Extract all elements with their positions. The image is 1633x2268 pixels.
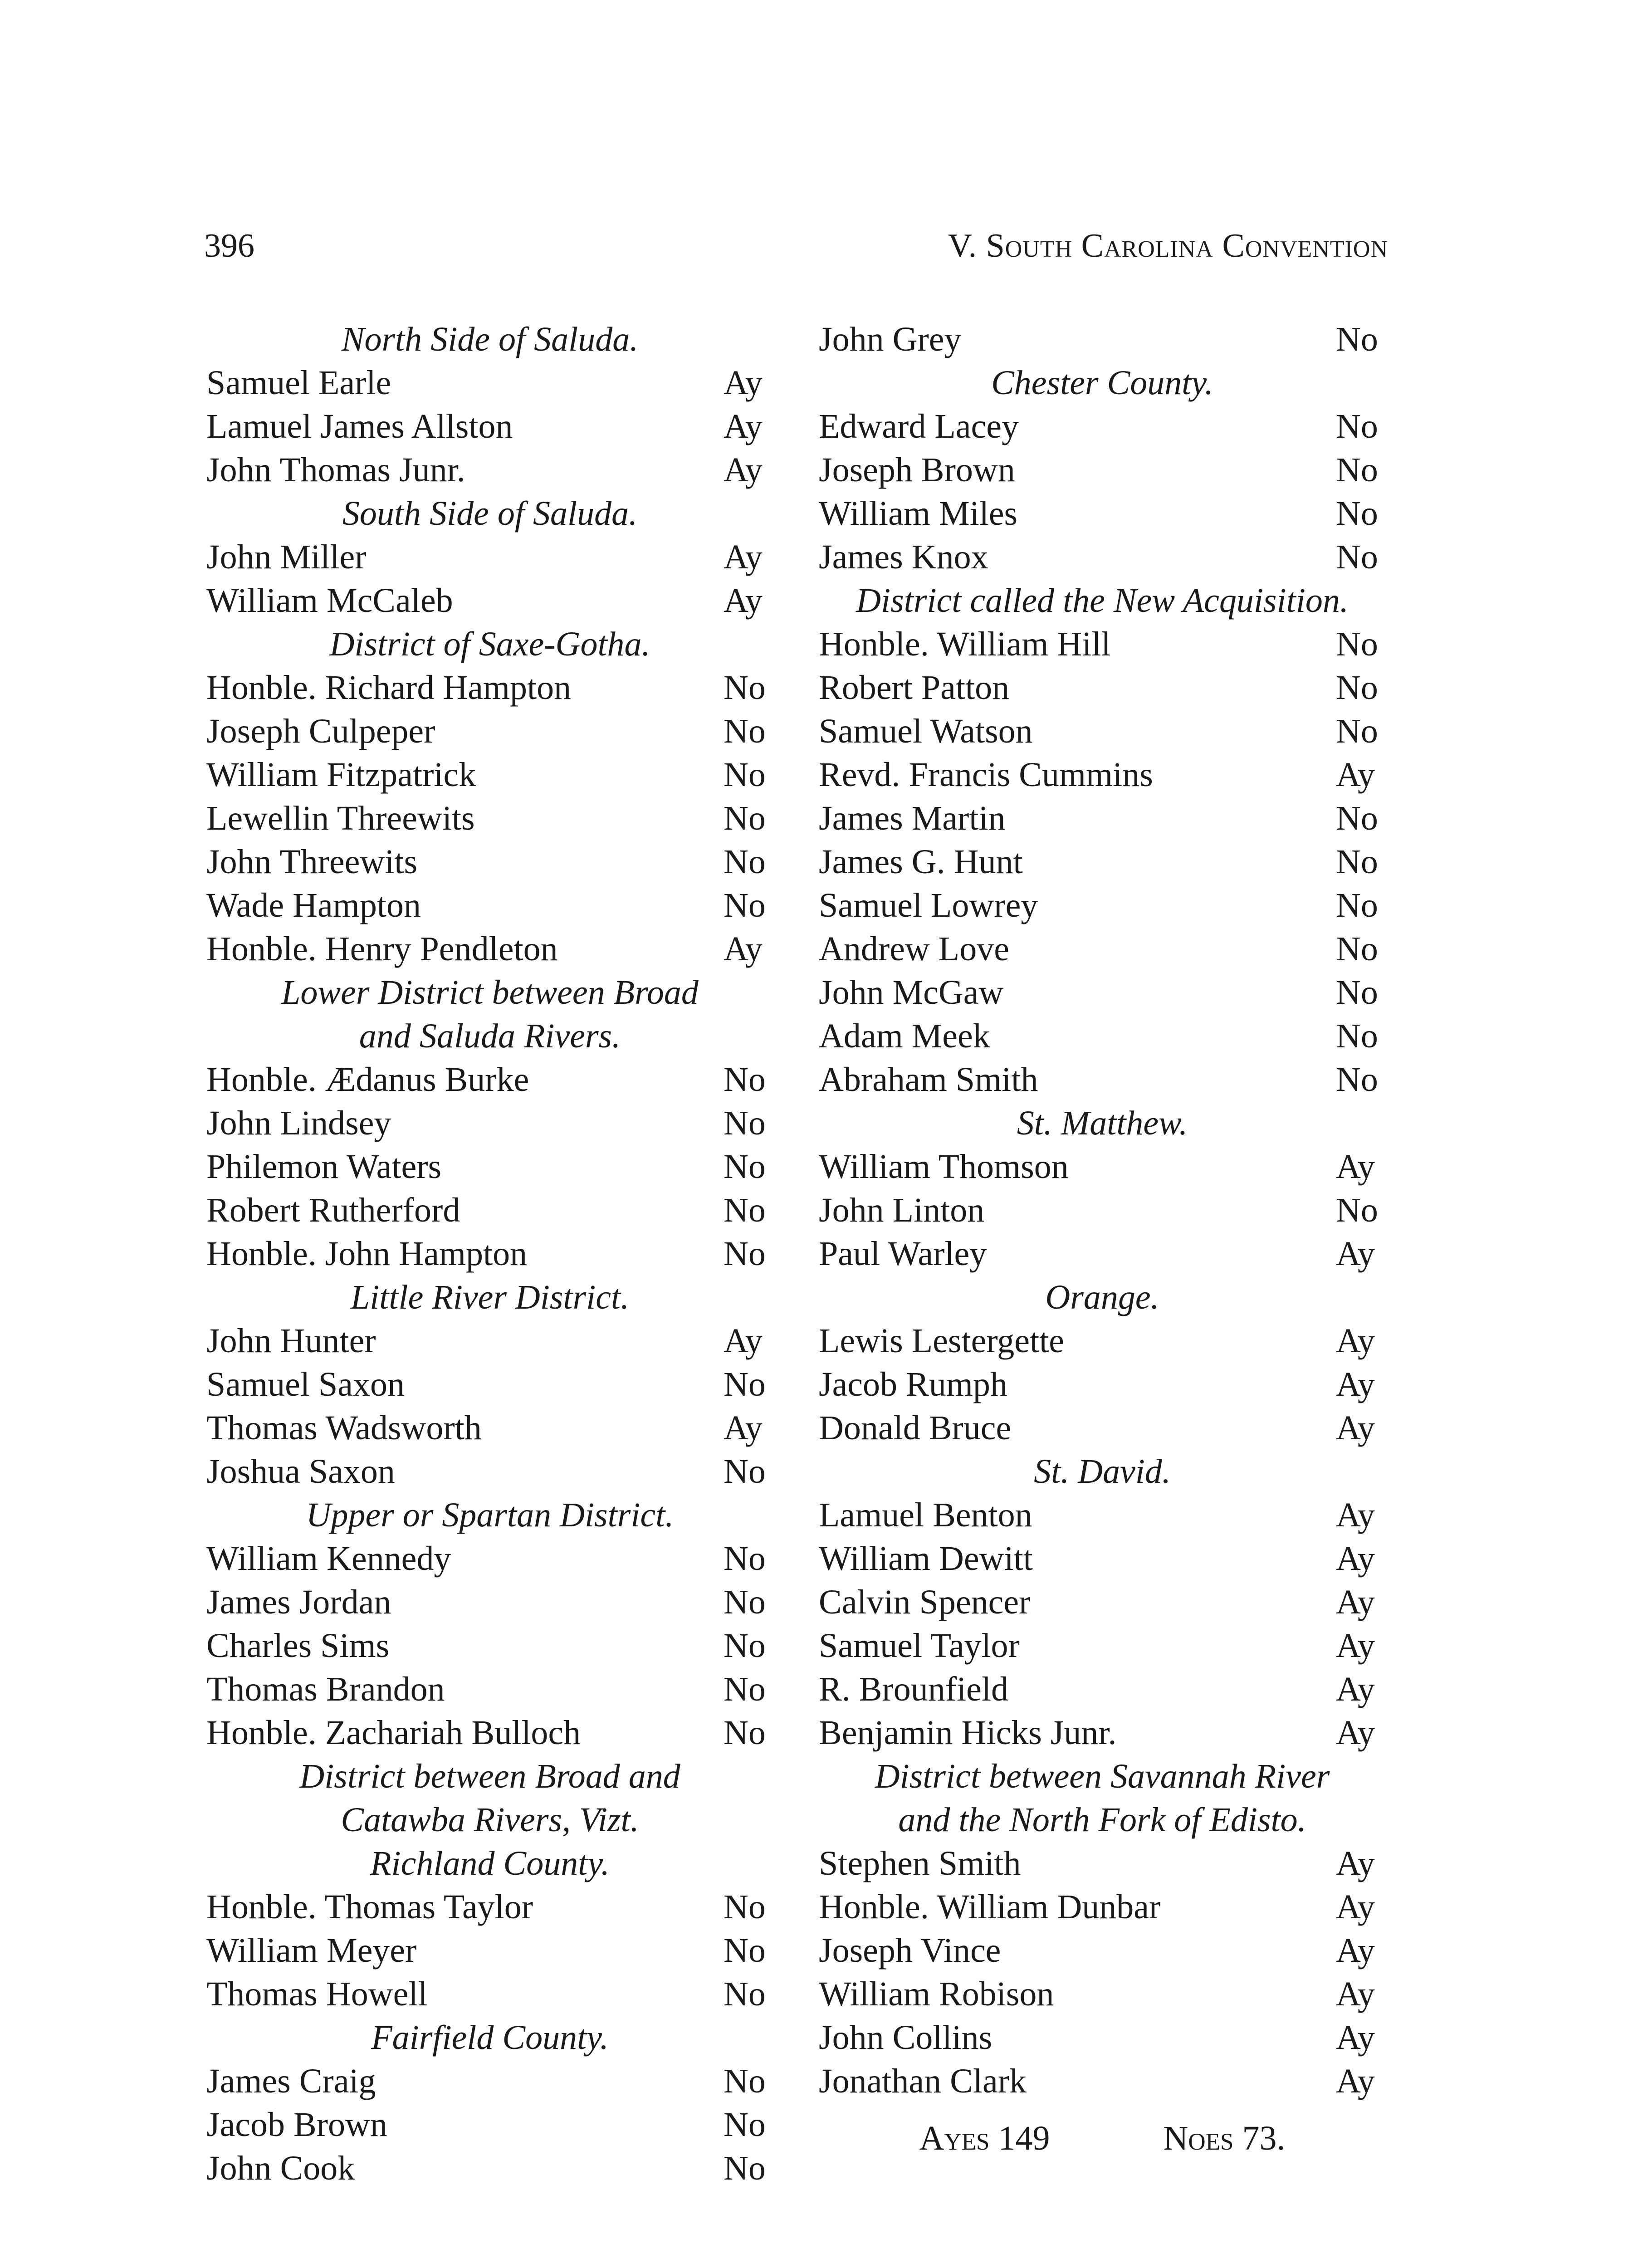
delegate-row: [819, 753, 1386, 797]
delegate-vote: No: [1336, 1191, 1378, 1229]
delegate-vote: No: [1336, 669, 1378, 707]
delegate-vote: Ay: [1336, 1975, 1375, 2013]
delegate-vote: No: [724, 756, 766, 794]
delegate-vote: No: [724, 1365, 766, 1403]
delegate-row: [206, 753, 773, 797]
district-heading: Orange.: [1045, 1278, 1159, 1316]
delegate-name: Joseph Brown: [819, 451, 1015, 489]
delegate-vote: No: [1336, 451, 1378, 489]
delegate-name: John Miller: [206, 538, 367, 576]
delegate-vote: Ay: [1336, 1931, 1375, 1970]
delegate-row: [206, 1188, 773, 1232]
delegate-row: [819, 2016, 1386, 2059]
delegate-name: Jacob Brown: [206, 2106, 387, 2144]
delegate-name: Benjamin Hicks Junr.: [819, 1714, 1117, 1752]
delegate-name: William Fitzpatrick: [206, 756, 476, 794]
delegate-name: R. Brounfield: [819, 1670, 1008, 1708]
delegate-row: [819, 1667, 1386, 1711]
delegate-row: [206, 797, 773, 840]
delegate-name: Jonathan Clark: [819, 2062, 1027, 2100]
delegate-name: Honble. Henry Pendleton: [206, 930, 558, 968]
delegate-name: Honble. Richard Hampton: [206, 669, 572, 707]
delegate-vote: Ay: [1336, 1496, 1375, 1534]
delegate-vote: Ay: [1336, 2019, 1375, 2057]
ayes-total: Ayes 149: [919, 2119, 1050, 2157]
delegate-vote: No: [1336, 930, 1378, 968]
delegate-name: Honble. Ædanus Burke: [206, 1061, 529, 1099]
district-heading: St. David.: [1034, 1452, 1171, 1491]
delegate-row: [819, 1711, 1386, 1755]
delegate-vote: No: [724, 1931, 766, 1970]
district-heading: Little River District.: [350, 1278, 630, 1316]
delegate-row: [819, 1363, 1386, 1406]
delegate-name: John Hunter: [206, 1322, 376, 1360]
delegate-vote: No: [1336, 799, 1378, 837]
delegate-vote: No: [724, 1975, 766, 2013]
delegate-name: Philemon Waters: [206, 1148, 442, 1186]
delegate-row: [206, 1537, 773, 1580]
delegate-vote: Ay: [1336, 1409, 1375, 1447]
delegate-name: Honble. William Dunbar: [819, 1888, 1161, 1926]
delegate-vote: Ay: [724, 1409, 763, 1447]
delegate-row: [206, 2059, 773, 2103]
delegate-name: John Threewits: [206, 843, 418, 881]
delegate-row: [819, 535, 1386, 579]
delegate-vote: Ay: [1336, 1322, 1375, 1360]
delegate-vote: No: [1336, 712, 1378, 750]
delegate-row: [819, 2059, 1386, 2103]
delegate-row: [819, 1929, 1386, 1972]
delegate-name: John Grey: [819, 320, 962, 358]
delegate-name: James Martin: [819, 799, 1006, 837]
delegate-row: [206, 405, 773, 448]
delegate-name: Jacob Rumph: [819, 1365, 1007, 1403]
delegate-vote: No: [724, 1627, 766, 1665]
delegate-vote: No: [724, 2106, 766, 2144]
delegate-vote: No: [724, 1452, 766, 1491]
delegate-vote: Ay: [1336, 1540, 1375, 1578]
delegate-vote: Ay: [724, 582, 763, 620]
delegate-vote: No: [724, 1714, 766, 1752]
delegate-vote: No: [724, 1148, 766, 1186]
delegate-name: Honble. Thomas Taylor: [206, 1888, 533, 1926]
delegate-vote: No: [1336, 494, 1378, 533]
district-heading: Lower District between Broad: [281, 973, 699, 1012]
delegate-name: Donald Bruce: [819, 1409, 1012, 1447]
delegate-name: Edward Lacey: [819, 407, 1019, 445]
delegate-name: Robert Rutherford: [206, 1191, 460, 1229]
delegate-row: [206, 1363, 773, 1406]
delegate-row: [819, 1842, 1386, 1885]
delegate-name: John Cook: [206, 2149, 355, 2187]
delegate-vote: No: [724, 1235, 766, 1273]
noes-total: Noes 73.: [1163, 2119, 1286, 2157]
delegate-vote: No: [1336, 538, 1378, 576]
delegate-name: Revd. Francis Cummins: [819, 756, 1153, 794]
delegate-row: [819, 840, 1386, 884]
district-heading: District between Savannah River: [875, 1757, 1330, 1795]
delegate-name: William Kennedy: [206, 1540, 451, 1578]
delegate-row: [206, 1885, 773, 1929]
delegate-vote: No: [1336, 320, 1378, 358]
delegate-row: [206, 1450, 773, 1493]
delegate-row: [819, 318, 1386, 361]
delegate-name: John McGaw: [819, 973, 1004, 1012]
delegate-name: William Meyer: [206, 1931, 417, 1970]
delegate-name: Lamuel Benton: [819, 1496, 1032, 1534]
delegate-row: [819, 1319, 1386, 1363]
delegate-vote: No: [724, 1583, 766, 1621]
delegate-vote: Ay: [724, 451, 763, 489]
delegate-row: [819, 1885, 1386, 1929]
delegate-row: [819, 1493, 1386, 1537]
delegate-name: Honble. John Hampton: [206, 1235, 528, 1273]
delegate-row: [206, 840, 773, 884]
delegate-row: [206, 927, 773, 971]
delegate-row: [819, 1188, 1386, 1232]
delegate-name: Lamuel James Allston: [206, 407, 513, 445]
delegate-vote: No: [724, 1191, 766, 1229]
delegate-vote: No: [1336, 1017, 1378, 1055]
delegate-row: [206, 1624, 773, 1667]
delegate-row: [206, 579, 773, 622]
delegate-row: [206, 1319, 773, 1363]
delegate-row: [206, 709, 773, 753]
delegate-vote: Ay: [1336, 1583, 1375, 1621]
delegate-vote: Ay: [1336, 1670, 1375, 1708]
delegate-name: Thomas Wadsworth: [206, 1409, 482, 1447]
delegate-row: [819, 709, 1386, 753]
delegate-vote: Ay: [724, 364, 763, 402]
delegate-row: [206, 535, 773, 579]
delegate-row: [819, 492, 1386, 535]
delegate-vote: No: [724, 2149, 766, 2187]
delegate-name: James Craig: [206, 2062, 376, 2100]
vote-totals: [819, 2116, 1386, 2160]
delegate-name: Samuel Lowrey: [819, 886, 1038, 924]
right-column: [819, 318, 1386, 2160]
delegate-row: [206, 361, 773, 405]
delegate-vote: Ay: [1336, 1148, 1375, 1186]
district-heading: Fairfield County.: [371, 2019, 609, 2057]
delegate-vote: Ay: [724, 930, 763, 968]
delegate-name: John Collins: [819, 2019, 993, 2057]
delegate-name: Wade Hampton: [206, 886, 421, 924]
delegate-name: Charles Sims: [206, 1627, 390, 1665]
delegate-name: Paul Warley: [819, 1235, 987, 1273]
delegate-name: William Robison: [819, 1975, 1054, 2013]
delegate-name: James Knox: [819, 538, 988, 576]
delegate-vote: Ay: [1336, 1235, 1375, 1273]
delegate-row: [206, 1929, 773, 1972]
running-title: V. South Carolina Convention: [948, 227, 1388, 264]
delegate-vote: Ay: [1336, 1365, 1375, 1403]
delegate-row: [819, 971, 1386, 1014]
delegate-vote: No: [1336, 407, 1378, 445]
delegate-name: Stephen Smith: [819, 1844, 1021, 1882]
delegate-vote: Ay: [1336, 1888, 1375, 1926]
delegate-vote: No: [724, 1061, 766, 1099]
district-heading: Richland County.: [370, 1844, 610, 1882]
delegate-name: John Thomas Junr.: [206, 451, 465, 489]
delegate-row: [819, 1972, 1386, 2016]
delegate-row: [819, 884, 1386, 927]
delegate-name: Joseph Culpeper: [206, 712, 435, 750]
delegate-vote: Ay: [1336, 756, 1375, 794]
delegate-row: [819, 1624, 1386, 1667]
delegate-vote: No: [1336, 973, 1378, 1012]
delegate-vote: Ay: [724, 1322, 763, 1360]
delegate-row: [206, 1232, 773, 1276]
delegate-name: James G. Hunt: [819, 843, 1023, 881]
page-number: 396: [204, 227, 254, 264]
delegate-row: [206, 1972, 773, 2016]
delegate-row: [206, 2146, 773, 2190]
delegate-row: [819, 448, 1386, 492]
district-heading: and the North Fork of Edisto.: [898, 1801, 1306, 1839]
delegate-name: William Thomson: [819, 1148, 1069, 1186]
delegate-row: [819, 1145, 1386, 1188]
delegate-row: [819, 797, 1386, 840]
delegate-row: [206, 1406, 773, 1450]
delegate-name: Adam Meek: [819, 1017, 990, 1055]
delegate-row: [819, 666, 1386, 709]
delegate-row: [206, 2103, 773, 2146]
delegate-name: James Jordan: [206, 1583, 391, 1621]
delegate-name: William McCaleb: [206, 582, 453, 620]
delegate-row: [206, 884, 773, 927]
delegate-vote: Ay: [1336, 1627, 1375, 1665]
delegate-row: [206, 1711, 773, 1755]
delegate-vote: No: [1336, 1061, 1378, 1099]
delegate-row: [819, 1537, 1386, 1580]
delegate-vote: Ay: [1336, 1714, 1375, 1752]
delegate-row: [819, 1406, 1386, 1450]
delegate-name: William Dewitt: [819, 1540, 1033, 1578]
district-heading: Upper or Spartan District.: [306, 1496, 674, 1534]
delegate-name: John Lindsey: [206, 1104, 391, 1142]
delegate-name: Lewellin Threewits: [206, 799, 475, 837]
delegate-name: William Miles: [819, 494, 1018, 533]
delegate-row: [206, 1101, 773, 1145]
delegate-vote: No: [724, 2062, 766, 2100]
district-heading: Catawba Rivers, Vizt.: [341, 1801, 639, 1839]
delegate-name: Samuel Taylor: [819, 1627, 1020, 1665]
delegate-vote: No: [724, 669, 766, 707]
delegate-name: Abraham Smith: [819, 1061, 1038, 1099]
delegate-vote: No: [724, 1540, 766, 1578]
delegate-vote: No: [724, 1888, 766, 1926]
delegate-name: Thomas Howell: [206, 1975, 428, 2013]
delegate-name: Honble. Zachariah Bulloch: [206, 1714, 581, 1752]
delegate-row: [819, 927, 1386, 971]
delegate-row: [819, 1232, 1386, 1276]
delegate-name: Robert Patton: [819, 669, 1010, 707]
delegate-vote: Ay: [1336, 1844, 1375, 1882]
delegate-vote: No: [1336, 886, 1378, 924]
delegate-row: [819, 1580, 1386, 1624]
district-heading: District of Saxe-Gotha.: [329, 625, 650, 663]
delegate-name: Joshua Saxon: [206, 1452, 395, 1491]
delegate-row: [206, 1580, 773, 1624]
district-heading: South Side of Saluda.: [342, 494, 638, 533]
delegate-vote: No: [724, 843, 766, 881]
delegate-name: Calvin Spencer: [819, 1583, 1031, 1621]
delegate-vote: Ay: [1336, 2062, 1375, 2100]
district-heading: St. Matthew.: [1017, 1104, 1188, 1142]
delegate-row: [206, 1667, 773, 1711]
delegate-vote: No: [724, 1670, 766, 1708]
delegate-row: [206, 1058, 773, 1101]
delegate-row: [206, 666, 773, 709]
delegate-name: Samuel Saxon: [206, 1365, 405, 1403]
delegate-row: [206, 448, 773, 492]
left-column: [206, 318, 773, 2190]
delegate-row: [819, 1014, 1386, 1058]
delegate-name: Joseph Vince: [819, 1931, 1001, 1970]
district-heading: District between Broad and: [299, 1757, 680, 1795]
delegate-vote: No: [724, 1104, 766, 1142]
delegate-row: [819, 622, 1386, 666]
district-heading: District called the New Acquisition.: [856, 582, 1349, 620]
delegate-name: Thomas Brandon: [206, 1670, 445, 1708]
delegate-vote: No: [1336, 625, 1378, 663]
delegate-vote: Ay: [724, 407, 763, 445]
delegate-name: Andrew Love: [819, 930, 1009, 968]
page-header: [204, 227, 1388, 277]
district-heading: and Saluda Rivers.: [359, 1017, 621, 1055]
delegate-vote: No: [724, 799, 766, 837]
district-heading: Chester County.: [991, 364, 1213, 402]
delegate-name: Samuel Watson: [819, 712, 1033, 750]
delegate-vote: No: [724, 886, 766, 924]
delegate-row: [819, 405, 1386, 448]
district-heading: North Side of Saluda.: [341, 320, 639, 358]
delegate-name: Samuel Earle: [206, 364, 391, 402]
delegate-name: Honble. William Hill: [819, 625, 1111, 663]
delegate-vote: No: [1336, 843, 1378, 881]
delegate-vote: Ay: [724, 538, 763, 576]
delegate-name: John Linton: [819, 1191, 985, 1229]
delegate-vote: No: [724, 712, 766, 750]
delegate-row: [206, 1145, 773, 1188]
delegate-row: [819, 1058, 1386, 1101]
delegate-name: Lewis Lestergette: [819, 1322, 1064, 1360]
